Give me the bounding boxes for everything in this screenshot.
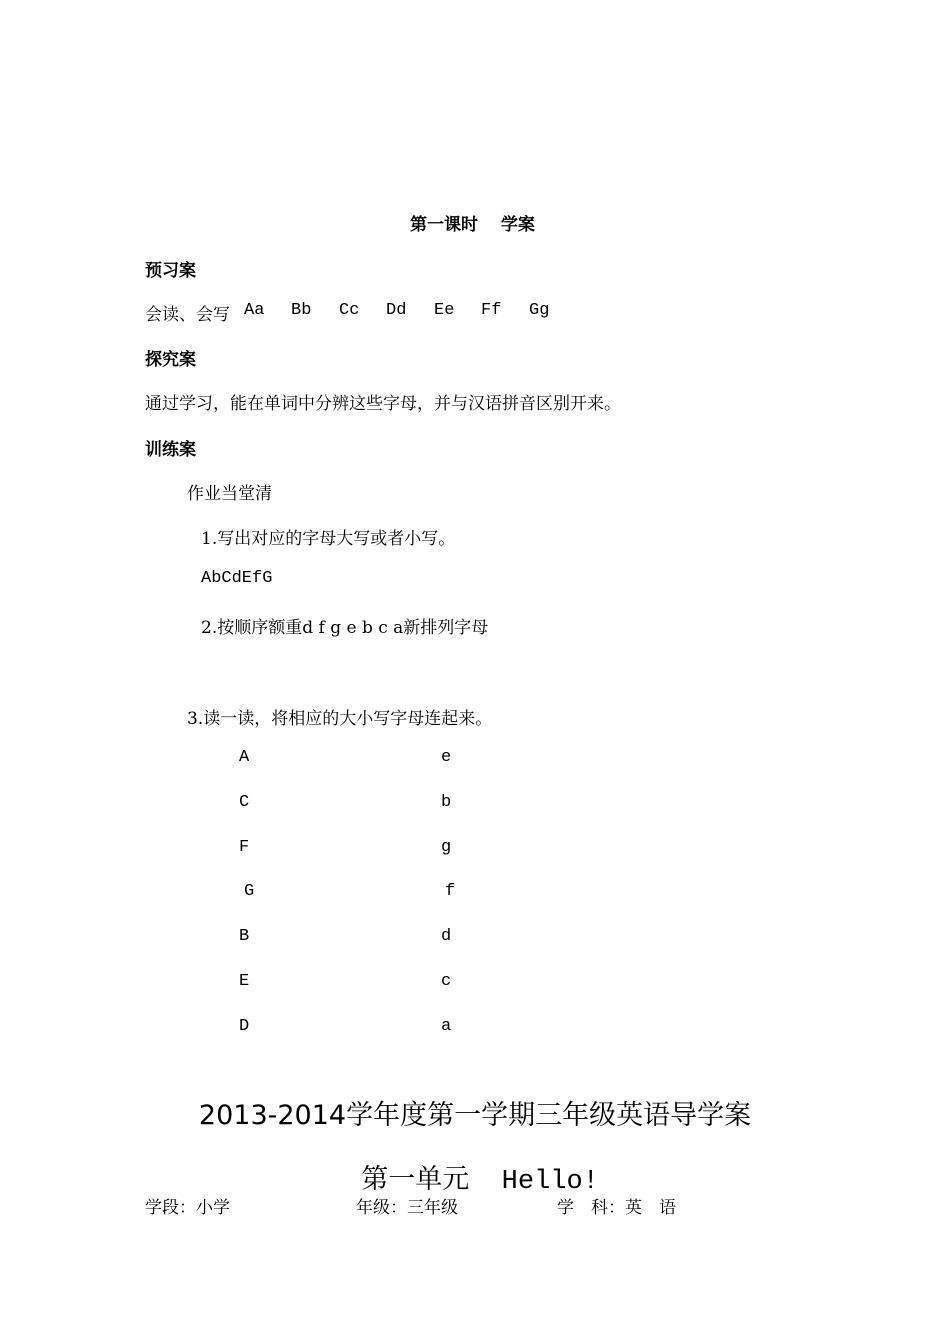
question-1: 1.写出对应的字母大写或者小写。 <box>201 529 456 549</box>
lesson-title: 第一课时 学案 <box>410 215 535 235</box>
lowercase-letter: f <box>445 882 456 901</box>
uppercase-letter: A <box>239 748 250 767</box>
lowercase-letter: b <box>441 793 452 812</box>
preview-letter: Ee <box>434 301 455 320</box>
lowercase-letter: c <box>441 972 452 991</box>
preview-letter: Bb <box>291 301 312 320</box>
explore-heading: 探究案 <box>145 350 196 370</box>
uppercase-letter: D <box>239 1017 250 1036</box>
matching-row <box>0 793 950 817</box>
preview-prefix: 会读、会写 <box>145 305 230 325</box>
lowercase-letter: g <box>441 838 452 857</box>
preview-letter: Cc <box>339 301 360 320</box>
matching-row <box>0 838 950 862</box>
preview-letter: Gg <box>529 301 550 320</box>
unit-label: 第一单元 <box>361 1164 470 1195</box>
homework-label: 作业当堂清 <box>187 484 272 504</box>
matching-row <box>0 1017 950 1041</box>
matching-row <box>0 972 950 996</box>
lowercase-letter: a <box>441 1017 452 1036</box>
uppercase-letter: E <box>239 972 250 991</box>
unit-title <box>0 1138 950 1197</box>
uppercase-letter: G <box>244 882 255 901</box>
preview-letter: Dd <box>386 301 407 320</box>
grade-field: 年级：三年级 <box>356 1198 458 1218</box>
uppercase-letter: B <box>239 927 250 946</box>
matching-row <box>0 927 950 951</box>
document-title: 2013-2014学年度第一学期三年级英语导学案 <box>198 1100 752 1131</box>
stage-field: 学段：小学 <box>145 1198 230 1218</box>
uppercase-letter: F <box>239 838 250 857</box>
question-2: 2.按顺序额重d f g e b c a新排列字母 <box>201 618 489 638</box>
question-1-content: AbCdEfG <box>201 569 273 588</box>
preview-heading: 预习案 <box>145 261 196 281</box>
question-3: 3.读一读，将相应的大小写字母连起来。 <box>187 709 493 729</box>
matching-row <box>0 748 950 772</box>
training-heading: 训练案 <box>145 440 196 460</box>
subject-field: 学 科：英 语 <box>557 1198 676 1218</box>
matching-row <box>0 882 950 906</box>
preview-letter: Ff <box>481 301 502 320</box>
preview-letter: Aa <box>244 301 265 320</box>
lowercase-letter: e <box>441 748 452 767</box>
unit-hello: Hello! <box>501 1167 599 1197</box>
explore-text: 通过学习，能在单词中分辨这些字母，并与汉语拼音区别开来。 <box>145 394 621 414</box>
uppercase-letter: C <box>239 793 250 812</box>
lowercase-letter: d <box>441 927 452 946</box>
